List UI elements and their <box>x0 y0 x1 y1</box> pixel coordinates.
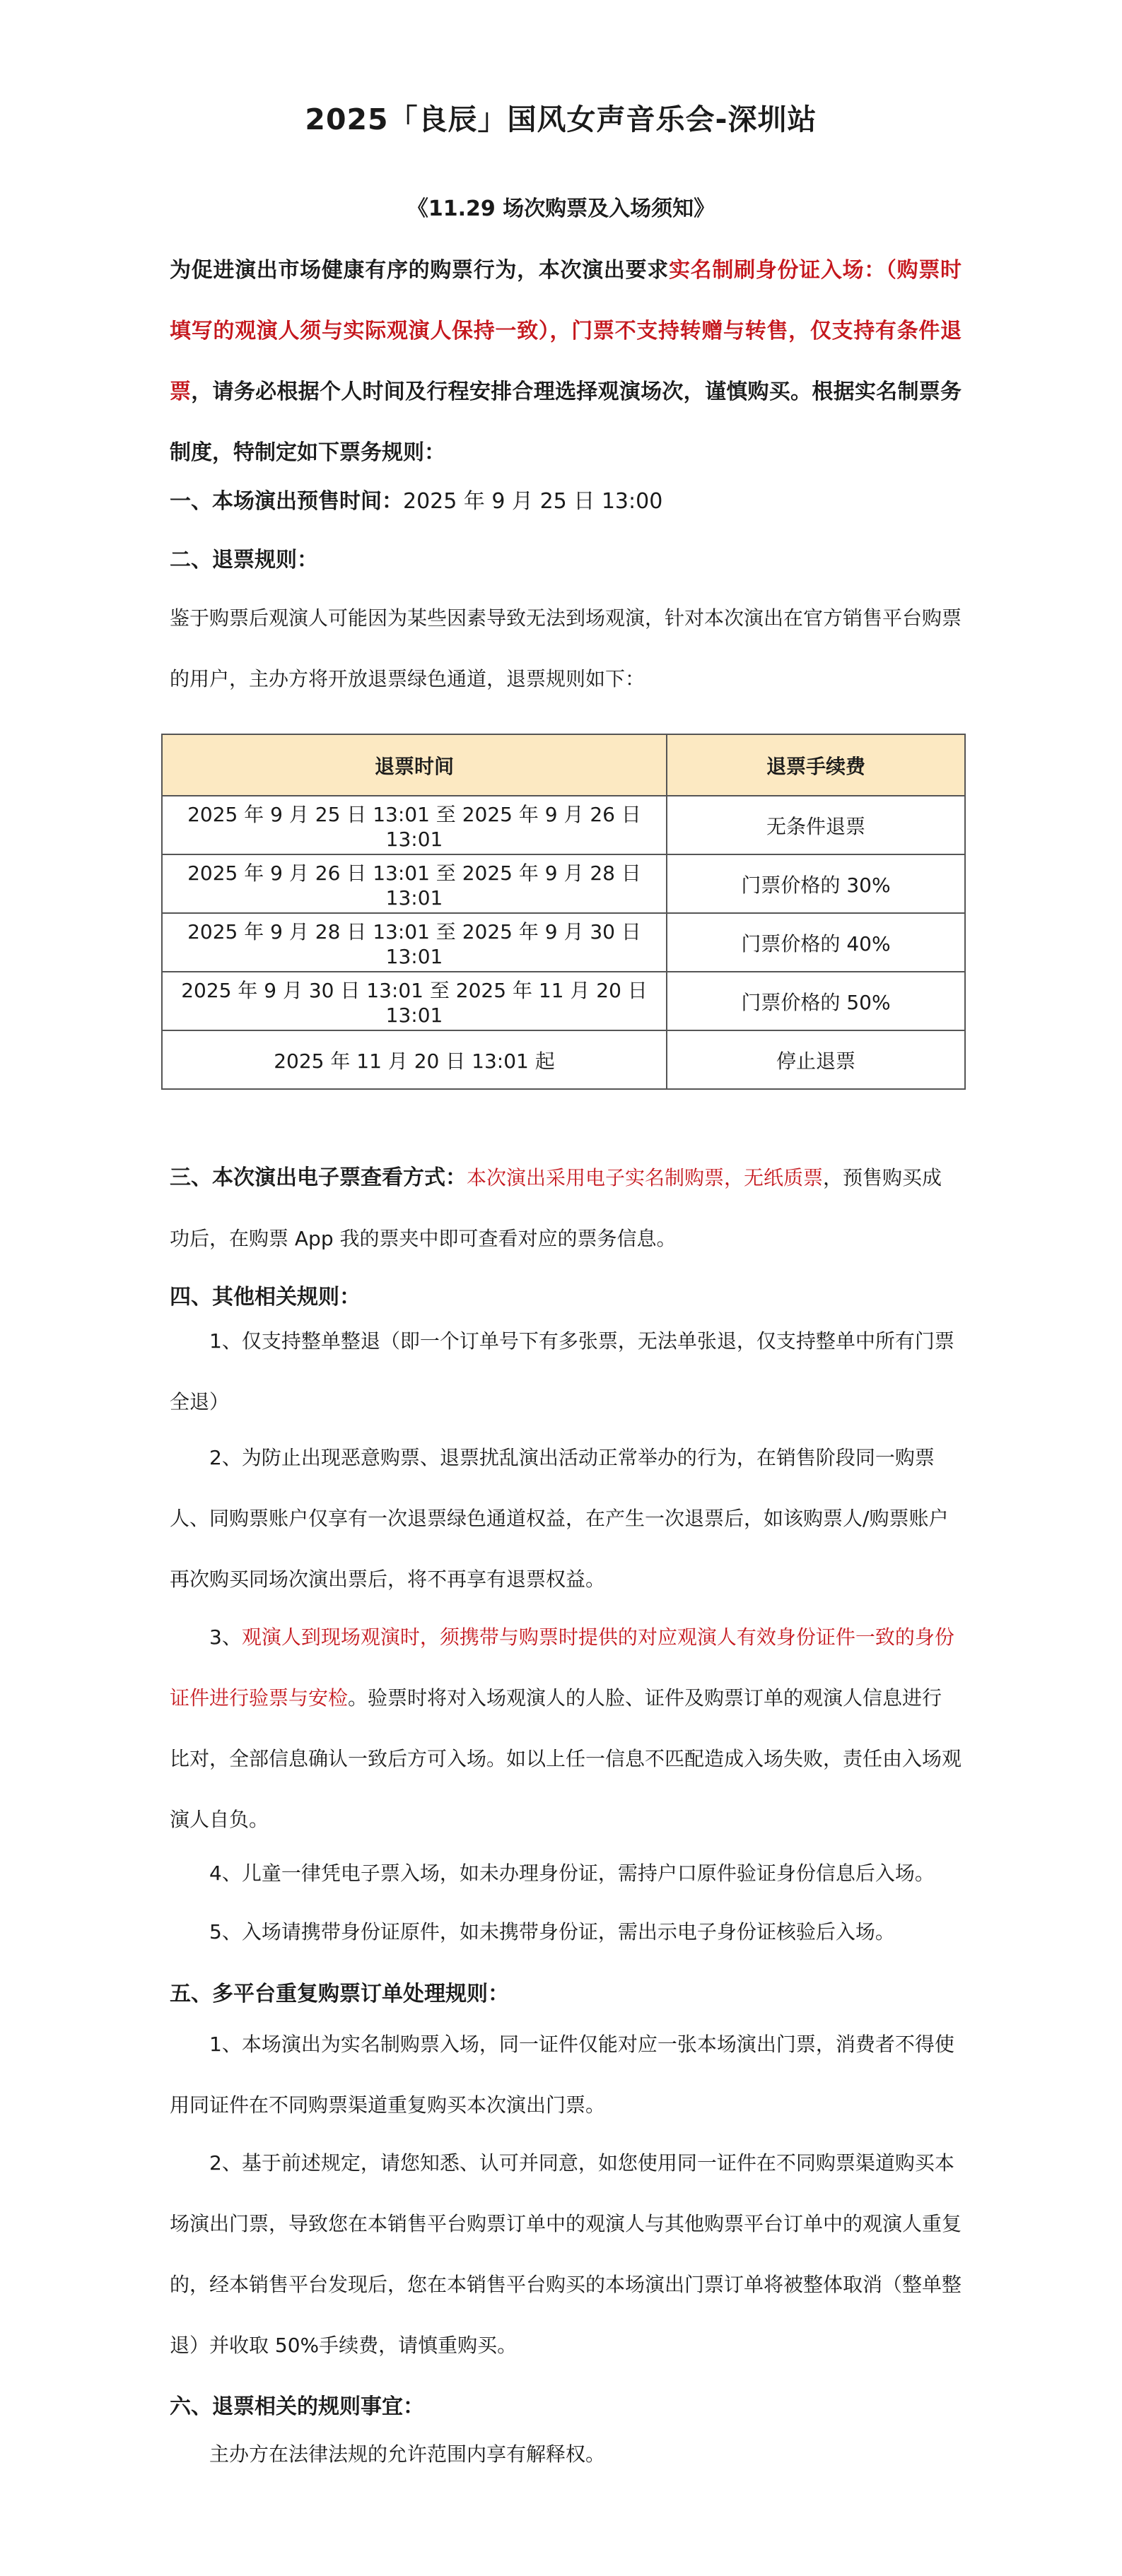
intro-text-1: 为促进演出市场健康有序的购票行为，本次演出要求 <box>170 258 669 283</box>
rule-4-3-highlight: 观演人到现场观演时，须携带与购票时提供的对应观演人有效身份证件一致的身份证件进行验票与安检 <box>170 1625 954 1710</box>
rule-4-5: 5、入场请携带身份证原件，如未携带身份证，需出示电子身份证核验后入场。 <box>209 1920 895 1943</box>
section-3-highlight: 本次演出采用电子实名制购票，无纸质票 <box>467 1166 824 1189</box>
rule-4-2: 2、为防止出现恶意购票、退票扰乱演出活动正常举办的行为，在销售阶段同一购票人、同购票账户仅享有一次退票绿色通道权益，在产生一次退票后，如该购票人/购票账户再次购买同场次演出票后，将不再享有退票权益。 <box>170 1446 949 1591</box>
refund-time-cell: 2025 年 11 月 20 日 13:01 起 <box>162 1030 667 1089</box>
rule-4-4: 4、儿童一律凭电子票入场，如未办理身份证，需持户口原件验证身份信息后入场。 <box>209 1862 935 1885</box>
section-4-heading: 四、其他相关规则： <box>170 1285 361 1310</box>
page-subtitle: 《11.29 场次购票及入场须知》 <box>407 196 715 221</box>
refund-time-cell: 2025 年 9 月 26 日 13:01 至 2025 年 9 月 28 日 13:01 <box>162 854 667 913</box>
refund-fee-cell: 无条件退票 <box>667 796 965 854</box>
refund-time-cell: 2025 年 9 月 30 日 13:01 至 2025 年 11 月 20 日 13:01 <box>162 972 667 1030</box>
refund-fee-table <box>161 734 966 1090</box>
page-title: 2025「良辰」国风女声音乐会-深圳站 <box>305 102 817 136</box>
intro-highlight: 实名制刷身份证入场：（购票时填写的观演人须与实际观演人保持一致），门票不支持转赠与转售，仅支持有条件退票 <box>170 258 962 404</box>
section-3 <box>170 1148 962 1269</box>
refund-fee-cell: 门票价格的 30% <box>667 854 965 913</box>
table-row <box>162 796 965 854</box>
section-3-label: 三、本次演出电子票查看方式： <box>170 1165 467 1190</box>
table-row <box>162 1030 965 1089</box>
refund-fee-cell: 门票价格的 50% <box>667 972 965 1030</box>
presale-time: 2025 年 9 月 25 日 13:00 <box>403 489 663 514</box>
section-1-heading <box>170 483 969 514</box>
header-refund-time: 退票时间 <box>162 734 667 796</box>
section-6-heading: 六、退票相关的规则事宜： <box>170 2394 424 2419</box>
rule-5-2: 2、基于前述规定，请您知悉、认可并同意，如您使用同一证件在不同购票渠道购买本场演出门票，导致您在本销售平台购票订单中的观演人与其他购票平台订单中的观演人重复的，经本销售平台发现后，您在本销售平台购买的本场演出门票订单将被整体取消（整单整退）并收取 50%手续费，请慎重购买。 <box>170 2151 962 2357</box>
section-5-heading: 五、多平台重复购票订单处理规则： <box>170 1982 509 2006</box>
intro-text-2: ，请务必根据个人时间及行程安排合理选择观演场次，谨慎购买。根据实名制票务制度，特制定如下票务规则： <box>170 380 962 465</box>
table-row <box>162 972 965 1030</box>
table-row <box>162 854 965 913</box>
section-2-heading: 二、退票规则： <box>170 548 318 572</box>
refund-intro: 鉴于购票后观演人可能因为某些因素导致无法到场观演，针对本次演出在官方销售平台购票的用户，主办方将开放退票绿色通道，退票规则如下： <box>170 606 962 690</box>
section-1-label: 一、本场演出预售时间： <box>170 489 403 514</box>
rule-4-3-number: 3、 <box>209 1625 242 1649</box>
header-refund-fee: 退票手续费 <box>667 734 965 796</box>
intro-paragraph <box>170 240 962 483</box>
rule-4-1: 1、仅支持整单整退（即一个订单号下有多张票，无法单张退，仅支持整单中所有门票全退） <box>170 1329 954 1413</box>
section-6-text: 主办方在法律法规的允许范围内享有解释权。 <box>209 2442 606 2466</box>
section-3-text: ，预售购买成功后，在购票 App 我的票夹中即可查看对应的票务信息。 <box>170 1166 942 1250</box>
table-row <box>162 913 965 972</box>
refund-time-cell: 2025 年 9 月 25 日 13:01 至 2025 年 9 月 26 日 13:01 <box>162 796 667 854</box>
refund-fee-cell: 门票价格的 40% <box>667 913 965 972</box>
rule-5-1: 1、本场演出为实名制购票入场，同一证件仅能对应一张本场演出门票，消费者不得使用同证件在不同购票渠道重复购买本次演出门票。 <box>170 2033 954 2117</box>
table-header-row <box>162 734 965 796</box>
refund-time-cell: 2025 年 9 月 28 日 13:01 至 2025 年 9 月 30 日 13:01 <box>162 913 667 972</box>
refund-fee-cell: 停止退票 <box>667 1030 965 1089</box>
rule-4-3 <box>170 1607 962 1850</box>
rule-4-3-text: 。验票时将对入场观演人的人脸、证件及购票订单的观演人信息进行比对，全部信息确认一致后方可入场。如以上任一信息不匹配造成入场失败，责任由入场观演人自负。 <box>170 1686 962 1831</box>
